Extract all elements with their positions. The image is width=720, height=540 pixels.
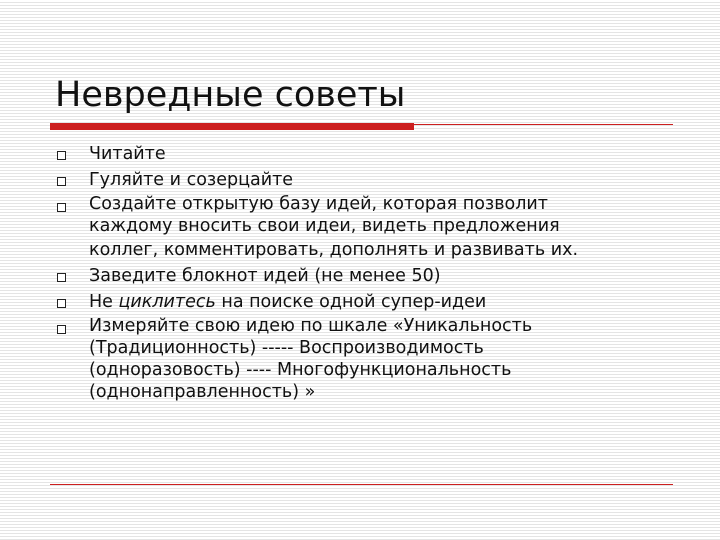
title-underline-thin: [414, 124, 673, 125]
list-item-text-end: на поиске одной супер-идеи: [215, 292, 487, 312]
list-item-line: Измеряйте свою идею по шкале «Уникальность: [89, 316, 533, 336]
list-item-measure: [56, 315, 686, 403]
list-item-notebook: [56, 263, 686, 289]
list-item-line: Создайте открытую базу идей, которая позволит: [89, 194, 548, 214]
slide-title: Невредные советы: [55, 75, 406, 115]
square-bullet-icon: [57, 151, 66, 160]
list-item-text-start: Не: [89, 292, 119, 312]
list-item-text: [89, 315, 686, 403]
title-underline-accent: [50, 123, 414, 130]
list-item-line: (Традиционность) ----- Воспроизводимость: [89, 338, 484, 358]
list-item-text: [89, 289, 686, 315]
list-item-no-loop: [56, 289, 686, 315]
square-bullet-icon: [57, 203, 66, 212]
square-bullet-icon: [57, 177, 66, 186]
list-item-idea-base: [56, 193, 686, 263]
list-item-line: (одноразовость) ---- Многофункциональность: [89, 360, 512, 380]
list-item-text: Гуляйте и созерцайте: [89, 170, 294, 190]
list-item-read: [56, 141, 686, 167]
tips-list: [56, 141, 686, 403]
square-bullet-icon: [57, 273, 66, 282]
list-item-walk: [56, 167, 686, 193]
footer-divider: [50, 484, 673, 485]
list-item-line: коллег, комментировать, дополнять и развивать их.: [89, 240, 579, 260]
square-bullet-icon: [57, 299, 66, 308]
list-item-line: (однонаправленность) »: [89, 382, 316, 402]
list-item-line: каждому вносить свои идеи, видеть предложения: [89, 216, 560, 236]
list-item-emphasis: циклитесь: [118, 292, 216, 312]
list-item-text: Заведите блокнот идей (не менее 50): [89, 266, 441, 286]
list-item-text: Читайте: [89, 144, 166, 164]
square-bullet-icon: [57, 325, 66, 334]
list-item-text: [89, 193, 686, 263]
